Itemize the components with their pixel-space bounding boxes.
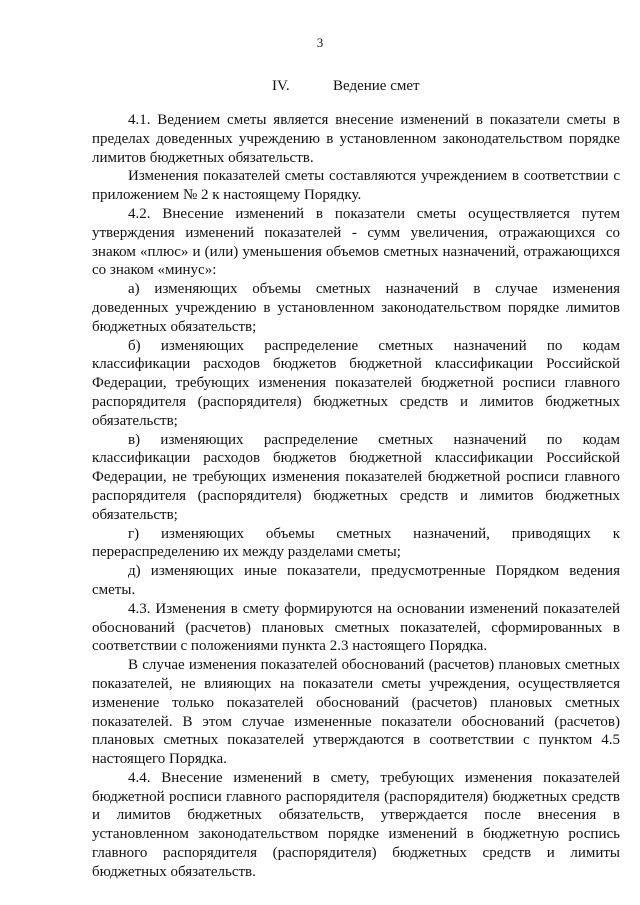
paragraph-4-3: 4.3. Изменения в смету формируются на основании изменений показателей обоснований (расчетов) плановых сметных показателей, сформированных в соответствии с положениями пункта 2.3 настоящего Порядка. [92,600,620,655]
paragraph-4-1: 4.1. Ведением сметы является внесение изменений в показатели сметы в пределах доведенных учреждению в установленном законодательством порядке лимитов бюджетных обязательств. [92,112,620,166]
list-item-v: в) изменяющих распределение сметных назначений по кодам классификации расходов бюджетов бюджетной классификации Российской Федерации, не требующих изменения показателей бюджетной росписи главного распорядителя (распорядителя) бюджетных средств и лимитов бюджетных обязательств; [92,431,620,523]
document-body [92,111,620,882]
paragraph-4-2: 4.2. Внесение изменений в показатели сметы осуществляется путем утверждения изменений показателей - сумм увеличения, отражающихся со знаком «плюс» и (или) уменьшения объемов сметных назначений, отражающихся со знаком «минус»: [92,205,620,279]
list-item-a: а) изменяющих объемы сметных назначений в случае изменения доведенных учреждению в установленном законодательством порядке лимитов бюджетных обязательств; [92,281,620,335]
list-item-d: д) изменяющих иные показатели, предусмотренные Порядком ведения сметы. [92,563,620,598]
list-item-b: б) изменяющих распределение сметных назначений по кодам классификации расходов бюджетов бюджетной классификации Российской Федерации, требующих изменения показателей бюджетной росписи главного распорядителя (распорядителя) бюджетных средств и лимитов бюджетных обязательств; [92,337,620,429]
section-title: Ведение смет [333,78,420,94]
paragraph-4-4: 4.4. Внесение изменений в смету, требующих изменения показателей бюджетной росписи главного распорядителя (распорядителя) бюджетных средств и лимитов бюджетных обязательств, утверждается после внесения в установленном законодательством порядке изменений в бюджетную роспись главного распорядителя (распорядителя) бюджетных средств и лимиты бюджетных обязательств. [92,769,620,880]
list-item-g: г) изменяющих объемы сметных назначений, приводящих к перераспределению их между разделами сметы; [92,525,620,561]
paragraph-changes-form: Изменения показателей сметы составляются учреждением в соответствии с приложением № 2 к настоящему Порядку. [92,168,620,204]
paragraph-justification-changes: В случае изменения показателей обоснований (расчетов) плановых сметных показателей, не влияющих на показатели сметы учреждения, осуществляется изменение только показателей обоснований (расчетов) плановых сметных показателей. В этом случае измененные показатели обоснований (расчетов) плановых сметных показателей утверждаются в соответствии с пунктом 4.5 настоящего Порядка. [92,657,620,768]
page-number: 3 [316,35,324,50]
section-number: IV. [272,78,290,94]
